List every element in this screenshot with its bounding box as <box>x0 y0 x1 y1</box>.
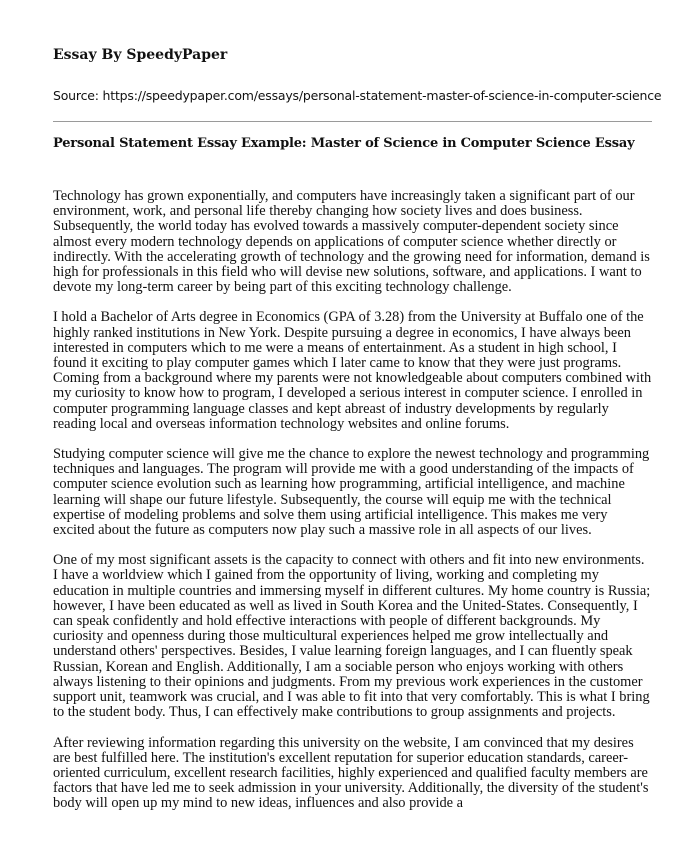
paragraph-2: I hold a Bachelor of Arts degree in Economics (GPA of 3.28) from the University at Buffalo one of the highly ranked institutions in New York. Despite pursuing a degree in economics, I have always been interested in computers which to me were a means of entertainment. As a student in high school, I found it exciting to play computer games which I later came to know that they were just programs. Coming from a background where my parents were not knowledgeable about computers combined with my curiosity to know how to program, I developed a serious interest in computer science. I enrolled in computer programming language classes and kept abreast of industry developments by regularly reading local and overseas information technology websites and online forums. <box>53 309 652 432</box>
paragraph-5: After reviewing information regarding this university on the website, I am convinced that my desires are best fulfilled here. The institution's excellent reputation for superior education standards, career-oriented curriculum, excellent research facilities, highly experienced and qualified faculty members are factors that have led me to seek admission in your university. Additionally, the diversity of the student's body will open up my mind to new ideas, influences and also provide a <box>53 734 649 812</box>
paragraph-1: Technology has grown exponentially, and computers have increasingly taken a significant part of our environment, work, and personal life thereby changing how society lives and does business. Subsequently, the world today has evolved towards a massively computer-dependent society since almost every modern technology depends on applications of computer science whether directly or indirectly. With the accelerating growth of technology and the growing need for information, demand is high for professionals in this field who will devise new solutions, software, and applications. I want to devote my long-term career by being part of this exciting technology challenge. <box>53 188 650 296</box>
brand-heading: Essay By SpeedyPaper <box>53 47 228 63</box>
essay-body <box>53 189 652 812</box>
paragraph-4: One of my most significant assets is the capacity to connect with others and fit into new environments. I have a worldview which I gained from the opportunity of living, working and completing my education in multiple countries and immersing myself in different cultures. My home country is Russia; however, I have been educated as well as lived in South Korea and the United-States. Consequently, I can speak confidently and hold effective interactions with people of different backgrounds. My curiosity and openness during those multicultural experiences helped me grow intellectually and understand others' perspectives. Besides, I value learning foreign languages, and I can fluently speak Russian, Korean and English. Additionally, I am a sociable person who enjoys working with others always listening to their opinions and judgments. From my previous work experiences in the customer support unit, teamwork was crucial, and I was able to fit into that very comfortably. This is what I bring to the student body. Thus, I can effectively make contributions to group assignments and projects. <box>53 552 651 721</box>
paragraph-3: Studying computer science will give me the chance to explore the newest technology and programming techniques and languages. The program will provide me with a good understanding of the impacts of computer science evolution such as learning how programming, artificial intelligence, and machine learning will shape our future lifestyle. Subsequently, the course will equip me with the technical expertise of modeling problems and solve them using artificial intelligence. This makes me very excited about the future as computers now play such a massive role in all aspects of our lives. <box>53 446 650 539</box>
source-line: Source: https://speedypaper.com/essays/personal-statement-master-of-science-in-computer-science <box>53 88 662 103</box>
essay-title: Personal Statement Essay Example: Master of Science in Computer Science Essay <box>53 136 635 151</box>
header-divider <box>53 121 652 122</box>
